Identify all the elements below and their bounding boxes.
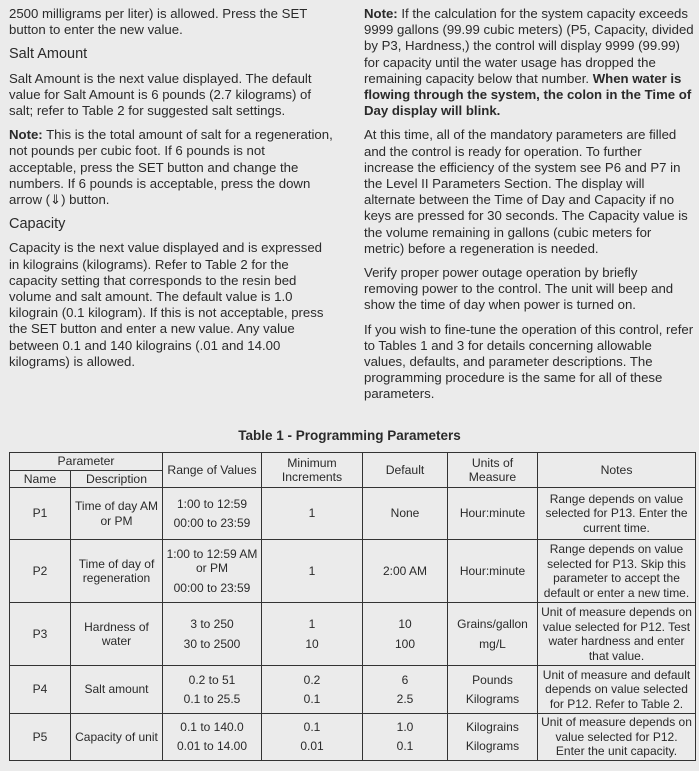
note-bold-text: When water is flowing through the system, the colon in the Time of Day display will blink.: [364, 70, 692, 119]
cell-notes-value: Range depends on value selected for P13. Skip this parameter to accept the default or enter a new time.: [543, 542, 690, 600]
cell-description: [71, 540, 163, 603]
table-title: Table 1 - Programming Parameters: [238, 428, 461, 443]
cell-notes: [538, 488, 696, 540]
cell-min-increments-value: 0.01: [300, 739, 324, 754]
fine-tune-paragraph: If you wish to fine-tune the operation of this control, refer to Tables 1 and 3 for details concerning allowable values, defaults, and parameter descriptions. The programming procedure is the same for all of these parameters.: [364, 321, 694, 402]
cell-min-increments: [262, 603, 363, 666]
cell-min-increments: [262, 540, 363, 603]
capacity-paragraph: Capacity is the next value displayed and is expressed in kilograins (kilograms). Refer to Table 2 for the capacity setting that corresponds to the resin bed volume and salt amount. The default value is 1.0 kilograin (0.1 kilogram). If this is not acceptable, press the SET button and enter a new value. Any value between 0.1 and 140 kilograins (.01 and 14.00 kilograms) is allowed.: [9, 240, 324, 369]
table-row: [10, 666, 696, 714]
cell-default-value: None: [390, 506, 420, 521]
header-range: Range of Values: [163, 453, 262, 488]
cell-range: [163, 666, 262, 714]
cell-units: [448, 714, 538, 761]
cell-default: [363, 666, 448, 714]
cell-default-value: 100: [394, 636, 416, 651]
power-outage-paragraph: Verify proper power outage operation by briefly removing power to the control. The unit will beep and show the time of day when power is turned on.: [364, 265, 674, 313]
mandatory-params-paragraph: At this time, all of the mandatory parameters are filled and the control is ready for operation. To further increase the efficiency of the system see P6 and P7 in the Level II Parameters Section. The display will alternate between the Time of Day and Capacity if no keys are pressed for 30 seconds. The Capacity value is the volume remaining in gallons (cubic meters for metric) before a regeneration is needed.: [364, 127, 688, 256]
cell-units-value: Pounds: [472, 672, 513, 687]
cell-description-value: Hardness of water: [84, 619, 149, 648]
capacity-note: [364, 6, 694, 119]
cell-notes-value: Range depends on value selected for P13. Enter the current time.: [545, 491, 688, 535]
cell-units-value: Kilograms: [465, 692, 520, 706]
cell-default-value: 2.5: [396, 692, 414, 706]
cell-range: [163, 603, 262, 666]
table-row: [10, 540, 696, 603]
cell-name: [10, 488, 71, 540]
cell-range-value: 00:00 to 23:59: [173, 580, 251, 595]
cell-range-value: 00:00 to 23:59: [173, 516, 251, 530]
capacity-heading: Capacity: [9, 216, 66, 233]
salt-amount-paragraph: Salt Amount is the next value displayed. The default value for Salt Amount is 6 pounds (2.7 kilograms) of salt; refer to Table 2 for suggested salt settings.: [9, 70, 312, 119]
cell-default: [363, 714, 448, 761]
cell-range-value: 0.1 to 25.5: [183, 692, 241, 706]
cell-range-value: 0.01 to 14.00: [176, 739, 248, 754]
cell-default-value: 6: [401, 672, 409, 687]
cell-name: [10, 540, 71, 603]
cell-range-value: 0.1 to 140.0: [180, 719, 244, 734]
cell-name-value: P3: [32, 626, 48, 641]
programming-parameters-table: [9, 452, 696, 761]
cell-name-value: P4: [32, 682, 48, 697]
header-units: Units of Measure: [448, 453, 538, 488]
cell-units: [448, 603, 538, 666]
table-row: [10, 603, 696, 666]
cell-min-increments-value: 1: [308, 506, 316, 521]
cell-default-value: 10: [398, 617, 412, 631]
cell-notes: [538, 603, 696, 666]
cell-range-value: 0.2 to 51: [188, 672, 236, 687]
cell-min-increments: [262, 714, 363, 761]
cell-min-increments-value: 1: [308, 563, 316, 578]
cell-range-value: 3 to 250: [190, 617, 234, 631]
cell-min-increments-value: 1: [308, 617, 316, 631]
cell-default-value: 1.0: [396, 719, 414, 734]
cell-name-value: P5: [32, 729, 48, 744]
header-notes: Notes: [538, 453, 696, 488]
cell-description-value: Capacity of unit: [75, 729, 158, 744]
cell-description: [71, 488, 163, 540]
cell-notes-value: Unit of measure depends on value selected for P12. Test water hardness and enter that value.: [541, 605, 692, 663]
cell-description-value: Time of day of regeneration: [78, 556, 155, 585]
header-name: Name: [10, 470, 71, 488]
salt-amount-heading: Salt Amount: [9, 46, 88, 63]
cell-units-value: Hour:minute: [459, 563, 526, 578]
cell-min-increments: [262, 666, 363, 714]
cell-units-value: Kilograms: [465, 739, 520, 754]
cell-default: [363, 603, 448, 666]
cell-range: [163, 540, 262, 603]
note-label: Note:: [9, 127, 43, 143]
cell-default: [363, 540, 448, 603]
table-row: [10, 714, 696, 761]
header-description: Description: [71, 470, 163, 488]
left-column: [9, 6, 335, 378]
cell-range: [163, 488, 262, 540]
cell-default-value: 2:00 AM: [382, 563, 428, 578]
cell-units-value: Grains/gallon: [457, 617, 528, 631]
cell-units-value: mg/L: [479, 636, 506, 651]
cell-description: [71, 666, 163, 714]
cell-range: [163, 714, 262, 761]
note-text: This is the total amount of salt for a regeneration, not pounds per cubic foot. If 6 pounds is not acceptable, press the SET button and change the numbers. If 6 pounds is acceptable, press the down arrow (⇓) button.: [9, 127, 333, 208]
cell-units-value: Hour:minute: [459, 506, 526, 521]
cell-description-value: Time of day AM or PM: [75, 499, 158, 528]
header-default: Default: [363, 453, 448, 488]
cell-description-value: Salt amount: [84, 682, 149, 697]
cell-notes-value: Unit of measure depends on value selected for P12. Enter the unit capacity.: [541, 715, 692, 758]
cell-min-increments-value: 0.1: [303, 692, 321, 706]
intro-paragraph: 2500 milligrams per liter) is allowed. Press the SET button to enter the new value.: [9, 6, 308, 38]
cell-name: [10, 714, 71, 761]
note-text: If the calculation for the system capacity exceeds 9999 gallons (99.99 cubic meters) (P5, Capacity, divided by P3, Hardness,) the control will display 9999 (99.99) for capacity until the water usage has dropped the remaining capacity below that number.: [364, 6, 694, 86]
cell-description: [71, 603, 163, 666]
cell-default: [363, 488, 448, 540]
cell-notes-value: Unit of measure and default depends on value selected for P12. Refer to Table 2.: [542, 667, 691, 711]
header-min-increments: Minimum Increments: [262, 453, 363, 488]
cell-units: [448, 488, 538, 540]
cell-range-value: 30 to 2500: [183, 636, 241, 651]
right-column: [364, 6, 694, 411]
cell-name-value: P2: [32, 563, 48, 578]
cell-units: [448, 666, 538, 714]
cell-range-value: 1:00 to 12:59 AM or PM: [166, 546, 258, 576]
header-parameter: Parameter: [10, 453, 163, 471]
cell-units: [448, 540, 538, 603]
cell-units-value: Kilograins: [466, 719, 519, 734]
cell-min-increments-value: 10: [305, 636, 319, 651]
cell-description: [71, 714, 163, 761]
cell-name-value: P1: [32, 506, 48, 521]
salt-note: [9, 127, 335, 208]
cell-notes: [538, 540, 696, 603]
cell-min-increments-value: 0.1: [303, 719, 321, 734]
cell-min-increments-value: 0.2: [303, 672, 321, 687]
cell-min-increments: [262, 488, 363, 540]
cell-name: [10, 666, 71, 714]
note-label: Note:: [364, 6, 398, 21]
cell-notes: [538, 714, 696, 761]
cell-range-value: 1:00 to 12:59: [176, 496, 248, 511]
cell-default-value: 0.1: [396, 739, 414, 754]
cell-name: [10, 603, 71, 666]
table-row: [10, 488, 696, 540]
cell-notes: [538, 666, 696, 714]
